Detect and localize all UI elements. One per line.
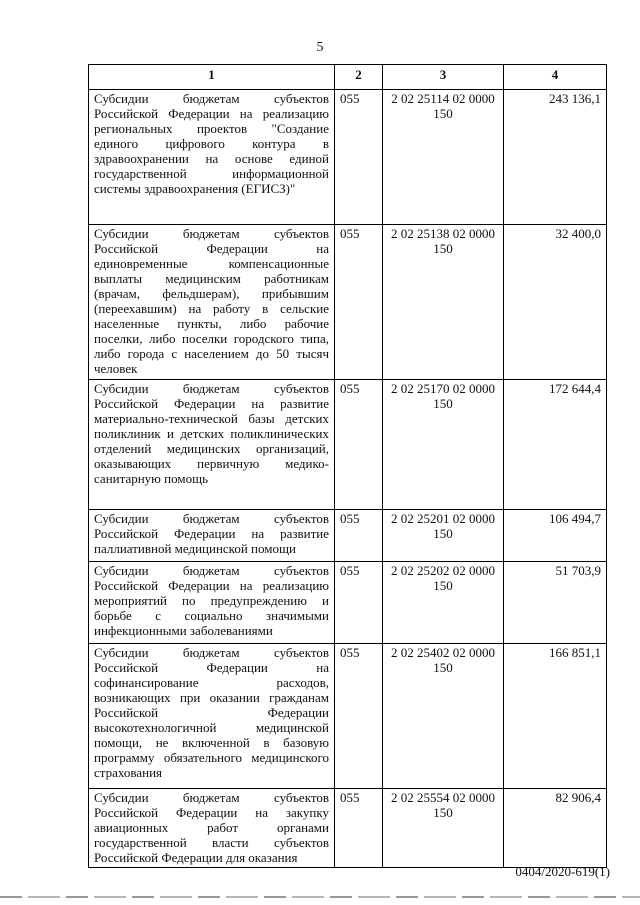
row-budget-code	[383, 380, 504, 510]
row-admin-code: 055	[335, 90, 383, 225]
row-budget-code	[383, 644, 504, 789]
row-description: Субсидии бюджетам субъектов Российской Федерации на реализацию региональных проектов "Создание единого цифрового контура в здравоохранении на основе единой государственной информационной системы здравоохранения (ЕГИСЗ)"	[89, 90, 335, 225]
row-description: Субсидии бюджетам субъектов Российской Федерации на реализацию мероприятий по предупреждению и борьбе с социально значимыми инфекционными заболеваниями	[89, 562, 335, 644]
row-amount: 166 851,1	[504, 644, 607, 789]
budget-code-line1: 2 02 25170 02 0000	[391, 381, 495, 396]
budget-code-line1: 2 02 25114 02 0000	[391, 91, 495, 106]
budget-code-line2: 150	[433, 241, 453, 256]
budget-code-line1: 2 02 25402 02 0000	[391, 645, 495, 660]
row-amount: 172 644,4	[504, 380, 607, 510]
table-row	[89, 510, 607, 562]
row-admin-code: 055	[335, 510, 383, 562]
table-row	[89, 225, 607, 380]
budget-code-line1: 2 02 25201 02 0000	[391, 511, 495, 526]
row-admin-code: 055	[335, 380, 383, 510]
row-description: Субсидии бюджетам субъектов Российской Федерации на развитие паллиативной медицинской помощи	[89, 510, 335, 562]
table-body	[89, 90, 607, 868]
row-description: Субсидии бюджетам субъектов Российской Федерации на единовременные компенсационные выплаты медицинским работникам (врачам, фельдшерам), прибывшим (переехавшим) на работу в сельские населенные пункты, либо рабочие поселки, либо поселки городского типа, либо города с населением до 50 тысяч человек	[89, 225, 335, 380]
row-budget-code	[383, 789, 504, 868]
table-row	[89, 644, 607, 789]
budget-table	[88, 64, 607, 868]
row-budget-code	[383, 562, 504, 644]
budget-code-line2: 150	[433, 805, 453, 820]
row-budget-code	[383, 510, 504, 562]
table-row	[89, 90, 607, 225]
budget-code-line1: 2 02 25202 02 0000	[391, 563, 495, 578]
row-budget-code	[383, 225, 504, 380]
header-col-2: 2	[335, 65, 383, 90]
row-description: Субсидии бюджетам субъектов Российской Федерации на развитие материально-технической базы детских поликлиник и детских поликлинических отделений медицинских организаций, оказывающих первичную медико-санитарную помощь	[89, 380, 335, 510]
row-description: Субсидии бюджетам субъектов Российской Федерации на софинансирование расходов, возникающих при оказании гражданам Российской Федерации высокотехнологичной медицинской помощи, не включенной в базовую программу обязательного медицинского страхования	[89, 644, 335, 789]
row-amount: 82 906,4	[504, 789, 607, 868]
row-admin-code: 055	[335, 789, 383, 868]
document-code: 0404/2020-619(1)	[515, 864, 610, 879]
row-amount: 32 400,0	[504, 225, 607, 380]
scan-edge-artifact	[0, 896, 640, 898]
header-col-4: 4	[504, 65, 607, 90]
row-amount: 243 136,1	[504, 90, 607, 225]
page-number: 5	[316, 40, 324, 55]
budget-code-line2: 150	[433, 106, 453, 121]
budget-code-line2: 150	[433, 526, 453, 541]
budget-code-line1: 2 02 25554 02 0000	[391, 790, 495, 805]
header-col-1: 1	[89, 65, 335, 90]
table-header	[89, 65, 607, 90]
row-admin-code: 055	[335, 225, 383, 380]
row-description: Субсидии бюджетам субъектов Российской Федерации на закупку авиационных работ органами государственной власти субъектов Российской Федерации для оказания	[89, 789, 335, 868]
budget-code-line2: 150	[433, 660, 453, 675]
header-col-3: 3	[383, 65, 504, 90]
row-admin-code: 055	[335, 644, 383, 789]
table-row	[89, 562, 607, 644]
row-amount: 106 494,7	[504, 510, 607, 562]
budget-code-line2: 150	[433, 578, 453, 593]
table-row	[89, 380, 607, 510]
row-budget-code	[383, 90, 504, 225]
budget-code-line1: 2 02 25138 02 0000	[391, 226, 495, 241]
header-row	[89, 65, 607, 90]
row-admin-code: 055	[335, 562, 383, 644]
table-row	[89, 789, 607, 868]
budget-code-line2: 150	[433, 396, 453, 411]
row-amount: 51 703,9	[504, 562, 607, 644]
